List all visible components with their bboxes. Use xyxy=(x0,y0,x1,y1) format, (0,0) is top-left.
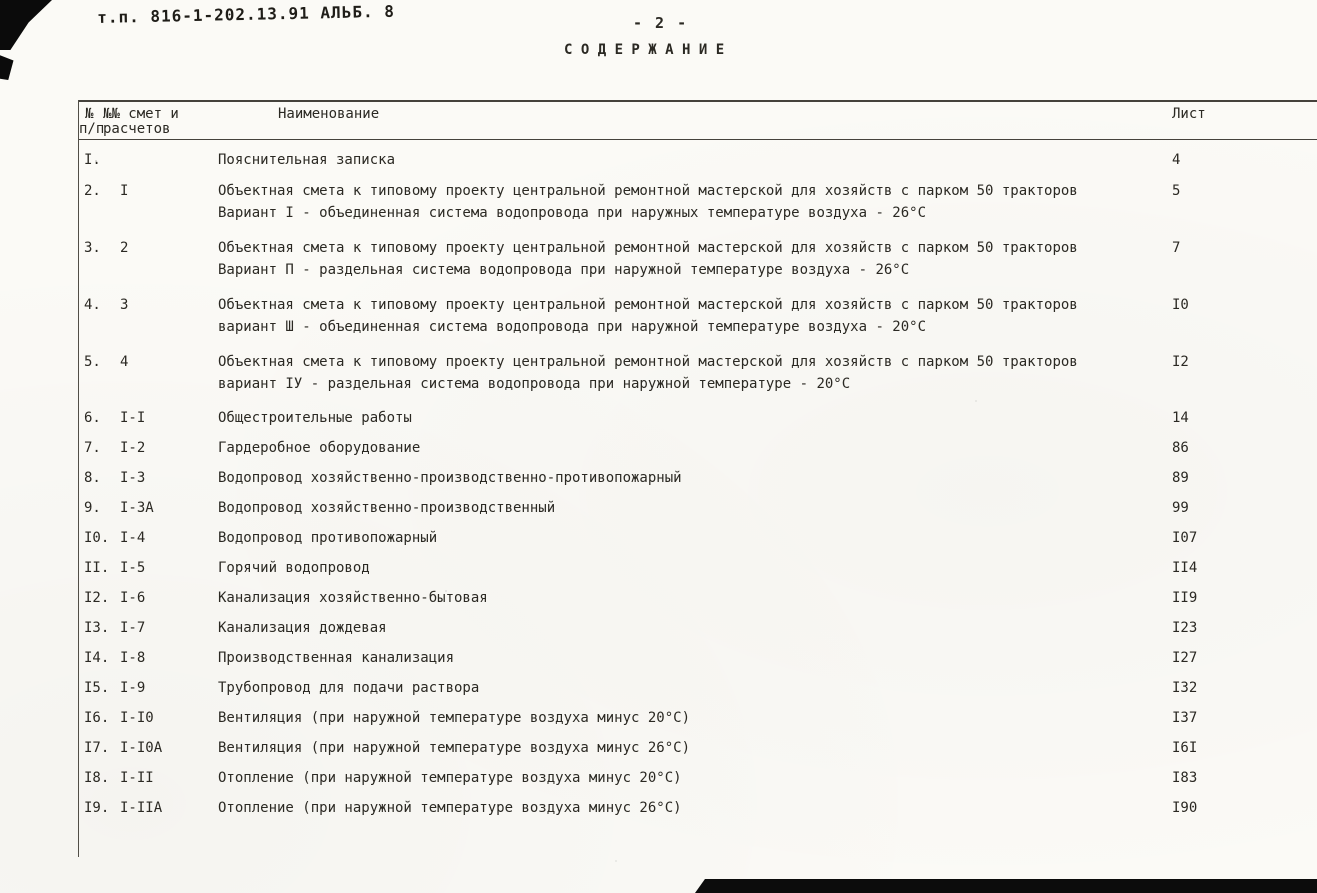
estimate-number: I-9 xyxy=(120,680,146,696)
item-name-line2: Вариант П - раздельная система водопровода при наружной температуре воздуха - 26°С xyxy=(218,262,910,278)
row-number: 3. xyxy=(84,240,101,256)
estimate-number: I-2 xyxy=(120,440,146,456)
table-row xyxy=(0,768,1317,788)
sheet-number: I2 xyxy=(1172,354,1189,370)
table-row xyxy=(0,618,1317,638)
item-name-line2: вариант IУ - раздельная система водопровода при наружной температуре - 20°С xyxy=(218,376,851,392)
row-name-cell xyxy=(218,150,1170,170)
item-name: Канализация дождевая xyxy=(218,620,387,636)
item-name: Водопровод хозяйственно-производственно-противопожарный xyxy=(218,470,682,486)
row-number: I0. xyxy=(84,530,110,546)
sheet-number: 89 xyxy=(1172,470,1189,486)
page-title: С О Д Е Р Ж А Н И Е xyxy=(564,42,725,58)
sheet-number: I32 xyxy=(1172,680,1198,696)
sheet-number: 4 xyxy=(1172,152,1181,168)
item-name: Общестроительные работы xyxy=(218,410,412,426)
sheet-number: I90 xyxy=(1172,800,1198,816)
estimate-number: I-6 xyxy=(120,590,146,606)
item-name: Трубопровод для подачи раствора xyxy=(218,680,480,696)
sheet-number: 99 xyxy=(1172,500,1189,516)
row-name-cell xyxy=(218,438,1170,458)
table-row xyxy=(0,558,1317,578)
table-row xyxy=(0,708,1317,728)
header-name: Наименование xyxy=(278,106,380,122)
row-name-cell xyxy=(218,237,1170,281)
estimate-number: 4 xyxy=(120,354,129,370)
table-row xyxy=(0,294,1317,338)
scan-corner-artifact-small xyxy=(0,54,15,80)
item-name: Вентиляция (при наружной температуре воздуха минус 20°С) xyxy=(218,710,691,726)
row-number: I. xyxy=(84,152,101,168)
estimate-number: 2 xyxy=(120,240,129,256)
row-number: I4. xyxy=(84,650,110,666)
row-number: 5. xyxy=(84,354,101,370)
item-name: Гардеробное оборудование xyxy=(218,440,421,456)
table-row xyxy=(0,180,1317,224)
header-sheet: Лист xyxy=(1172,106,1206,122)
estimate-number: I-I xyxy=(120,410,146,426)
item-name: Водопровод хозяйственно-производственный xyxy=(218,500,556,516)
sheet-number: I6I xyxy=(1172,740,1198,756)
sheet-number: I83 xyxy=(1172,770,1198,786)
estimate-number: I xyxy=(120,183,129,199)
row-name-cell xyxy=(218,408,1170,428)
row-name-cell xyxy=(218,294,1170,338)
page-number: - 2 - xyxy=(633,14,689,32)
row-name-cell xyxy=(218,351,1170,395)
row-name-cell xyxy=(218,498,1170,518)
table-row xyxy=(0,351,1317,395)
table-row xyxy=(0,408,1317,428)
table-row xyxy=(0,738,1317,758)
row-number: I5. xyxy=(84,680,110,696)
estimate-number: I-3 xyxy=(120,470,146,486)
sheet-number: I0 xyxy=(1172,297,1189,313)
estimate-number: I-5 xyxy=(120,560,146,576)
item-name: Канализация хозяйственно-бытовая xyxy=(218,590,488,606)
item-name: Объектная смета к типовому проекту центральной ремонтной мастерской для хозяйств с парком 50 тракторов xyxy=(218,240,1078,256)
item-name: Отопление (при наружной температуре воздуха минус 20°С) xyxy=(218,770,682,786)
item-name: Отопление (при наружной температуре воздуха минус 26°С) xyxy=(218,800,682,816)
estimate-number: I-4 xyxy=(120,530,146,546)
table-header-rule xyxy=(78,139,1317,140)
sheet-number: I37 xyxy=(1172,710,1198,726)
table-top-rule xyxy=(78,100,1317,102)
doc-code: т.п. 816-1-202.13.91 АЛЬБ. 8 xyxy=(97,1,396,27)
sheet-number: I23 xyxy=(1172,620,1198,636)
sheet-number: 5 xyxy=(1172,183,1181,199)
header-num-line2: п/п xyxy=(79,121,105,137)
item-name: Объектная смета к типовому проекту центральной ремонтной мастерской для хозяйств с парком 50 тракторов xyxy=(218,183,1078,199)
item-name-line2: Вариант I - объединенная система водопровода при наружных температуре воздуха - 26°С xyxy=(218,205,927,221)
item-name: Водопровод противопожарный xyxy=(218,530,438,546)
header-estimate: №№ смет и xyxy=(103,106,179,122)
estimate-number: I-7 xyxy=(120,620,146,636)
row-name-cell xyxy=(218,618,1170,638)
table-row xyxy=(0,798,1317,818)
header-estimate-line2: расчетов xyxy=(103,121,171,137)
sheet-number: II4 xyxy=(1172,560,1198,576)
row-number: I2. xyxy=(84,590,110,606)
row-name-cell xyxy=(218,588,1170,608)
table-row xyxy=(0,588,1317,608)
header-num: № xyxy=(85,106,94,122)
sheet-number: I27 xyxy=(1172,650,1198,666)
row-name-cell xyxy=(218,648,1170,668)
item-name: Пояснительная записка xyxy=(218,152,396,168)
estimate-number: I-IIА xyxy=(120,800,163,816)
table-row xyxy=(0,237,1317,281)
row-name-cell xyxy=(218,738,1170,758)
row-number: 7. xyxy=(84,440,101,456)
row-number: I8. xyxy=(84,770,110,786)
row-name-cell xyxy=(218,180,1170,224)
row-number: I6. xyxy=(84,710,110,726)
row-name-cell xyxy=(218,708,1170,728)
table-row xyxy=(0,498,1317,518)
sheet-number: 7 xyxy=(1172,240,1181,256)
row-number: I7. xyxy=(84,740,110,756)
row-number: I9. xyxy=(84,800,110,816)
table-row xyxy=(0,468,1317,488)
estimate-number: I-3А xyxy=(120,500,154,516)
table-row xyxy=(0,150,1317,170)
row-name-cell xyxy=(218,558,1170,578)
sheet-number: 86 xyxy=(1172,440,1189,456)
sheet-number: II9 xyxy=(1172,590,1198,606)
row-name-cell xyxy=(218,798,1170,818)
table-row xyxy=(0,678,1317,698)
estimate-number: I-8 xyxy=(120,650,146,666)
row-number: I3. xyxy=(84,620,110,636)
scan-corner-artifact xyxy=(0,0,52,50)
estimate-number: 3 xyxy=(120,297,129,313)
sheet-number: I07 xyxy=(1172,530,1198,546)
row-number: 8. xyxy=(84,470,101,486)
estimate-number: I-I0А xyxy=(120,740,163,756)
estimate-number: I-II xyxy=(120,770,154,786)
row-number: 6. xyxy=(84,410,101,426)
table-row xyxy=(0,528,1317,548)
sheet-number: 14 xyxy=(1172,410,1189,426)
table-row xyxy=(0,438,1317,458)
scan-bottom-artifact xyxy=(695,879,1317,893)
item-name: Вентиляция (при наружной температуре воздуха минус 26°С) xyxy=(218,740,691,756)
item-name: Объектная смета к типовому проекту центральной ремонтной мастерской для хозяйств с парком 50 тракторов xyxy=(218,297,1078,313)
row-number: 4. xyxy=(84,297,101,313)
item-name: Объектная смета к типовому проекту центральной ремонтной мастерской для хозяйств с парком 50 тракторов xyxy=(218,354,1078,370)
row-name-cell xyxy=(218,768,1170,788)
estimate-number: I-I0 xyxy=(120,710,154,726)
item-name: Горячий водопровод xyxy=(218,560,370,576)
row-number: 9. xyxy=(84,500,101,516)
table-row xyxy=(0,648,1317,668)
row-name-cell xyxy=(218,678,1170,698)
toc-rows xyxy=(0,150,1317,828)
row-name-cell xyxy=(218,528,1170,548)
row-name-cell xyxy=(218,468,1170,488)
row-number: II. xyxy=(84,560,110,576)
item-name-line2: вариант Ш - объединенная система водопровода при наружной температуре воздуха - 20°С xyxy=(218,319,927,335)
row-number: 2. xyxy=(84,183,101,199)
item-name: Производственная канализация xyxy=(218,650,455,666)
